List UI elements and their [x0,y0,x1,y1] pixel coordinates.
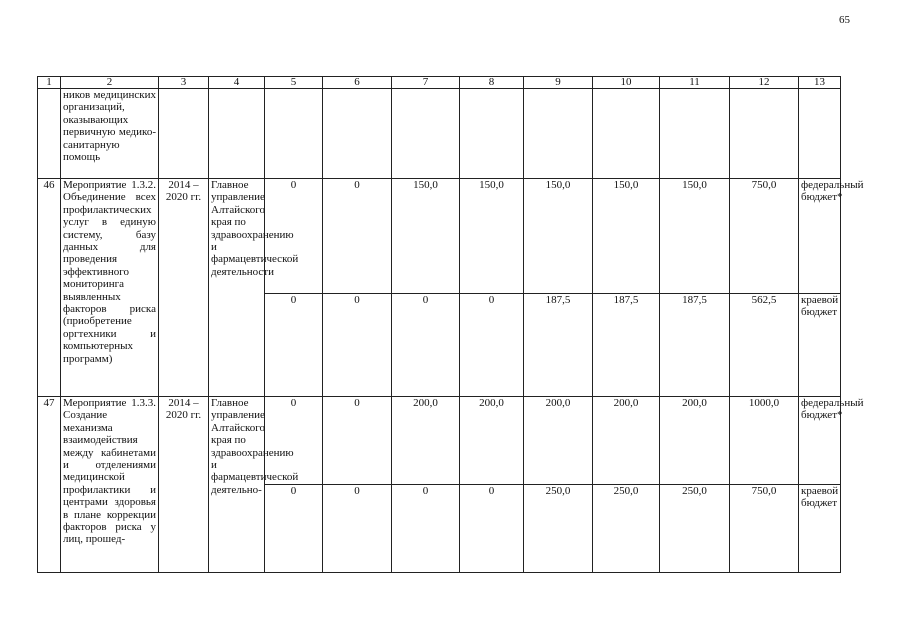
executor: Главное управление Алтайского края по здравоохранению и фармацевтической деятельности [209,179,265,397]
column-number: 7 [392,77,460,89]
funding-source: федеральный бюджет* [799,397,841,485]
measure-description: Мероприятие 1.3.3. Создание механизма взаимодействия между кабинетами и отделениями медицинской профилактики и центрами здоровья в плане коррекции факторов риска у лиц, прошед- [61,397,159,573]
value-cell: 150,0 [460,179,524,294]
column-number: 11 [660,77,730,89]
column-number: 10 [593,77,660,89]
value-cell: 562,5 [730,294,799,397]
value-cell: 0 [323,294,392,397]
value-cell: 0 [460,294,524,397]
column-number: 3 [159,77,209,89]
value-cell: 250,0 [524,485,593,573]
value-cell: 150,0 [524,179,593,294]
value-cell: 0 [392,485,460,573]
value-cell: 0 [265,294,323,397]
value-cell: 150,0 [593,179,660,294]
value-cell: 150,0 [660,179,730,294]
column-number: 4 [209,77,265,89]
value-cell: 0 [323,179,392,294]
value-cell: 200,0 [460,397,524,485]
value-cell: 187,5 [660,294,730,397]
table-row [38,179,841,294]
period: 2014 – 2020 гг. [159,179,209,397]
column-number: 1 [38,77,61,89]
value-cell: 0 [265,485,323,573]
value-cell: 0 [323,485,392,573]
value-cell: 0 [265,179,323,294]
value-cell: 0 [460,485,524,573]
page-number: 65 [839,14,850,26]
row-number: 46 [38,179,61,397]
column-number: 8 [460,77,524,89]
value-cell: 750,0 [730,485,799,573]
continuation-description: ников медицинских организаций, оказывающих первичную медико-санитарную помощь [61,89,159,179]
value-cell: 250,0 [660,485,730,573]
value-cell: 200,0 [524,397,593,485]
row-number: 47 [38,397,61,573]
funding-source: федеральный бюджет* [799,179,841,294]
value-cell: 150,0 [392,179,460,294]
column-number: 12 [730,77,799,89]
value-cell: 200,0 [593,397,660,485]
value-cell: 0 [392,294,460,397]
funding-source: краевой бюджет [799,485,841,573]
column-number-row [38,77,841,89]
value-cell: 1000,0 [730,397,799,485]
column-number: 9 [524,77,593,89]
measure-description: Мероприятие 1.3.2. Объединение всех профилактических услуг в единую систему, базу данных для проведения эффективного мониторинга выявленных факторов риска (приобретение оргтехники и компьютерных программ) [61,179,159,397]
continuation-row [38,89,841,179]
value-cell: 187,5 [593,294,660,397]
value-cell: 750,0 [730,179,799,294]
column-number: 2 [61,77,159,89]
value-cell: 200,0 [392,397,460,485]
value-cell: 187,5 [524,294,593,397]
period: 2014 – 2020 гг. [159,397,209,573]
executor: Главное управление Алтайского края по здравоохранению и фармацевтической деятельно- [209,397,265,573]
value-cell: 0 [265,397,323,485]
column-number: 5 [265,77,323,89]
column-number: 6 [323,77,392,89]
table-row [38,397,841,485]
value-cell: 250,0 [593,485,660,573]
budget-table [37,76,864,573]
value-cell: 0 [323,397,392,485]
value-cell: 200,0 [660,397,730,485]
funding-source: краевой бюджет [799,294,841,397]
column-number: 13 [799,77,841,89]
